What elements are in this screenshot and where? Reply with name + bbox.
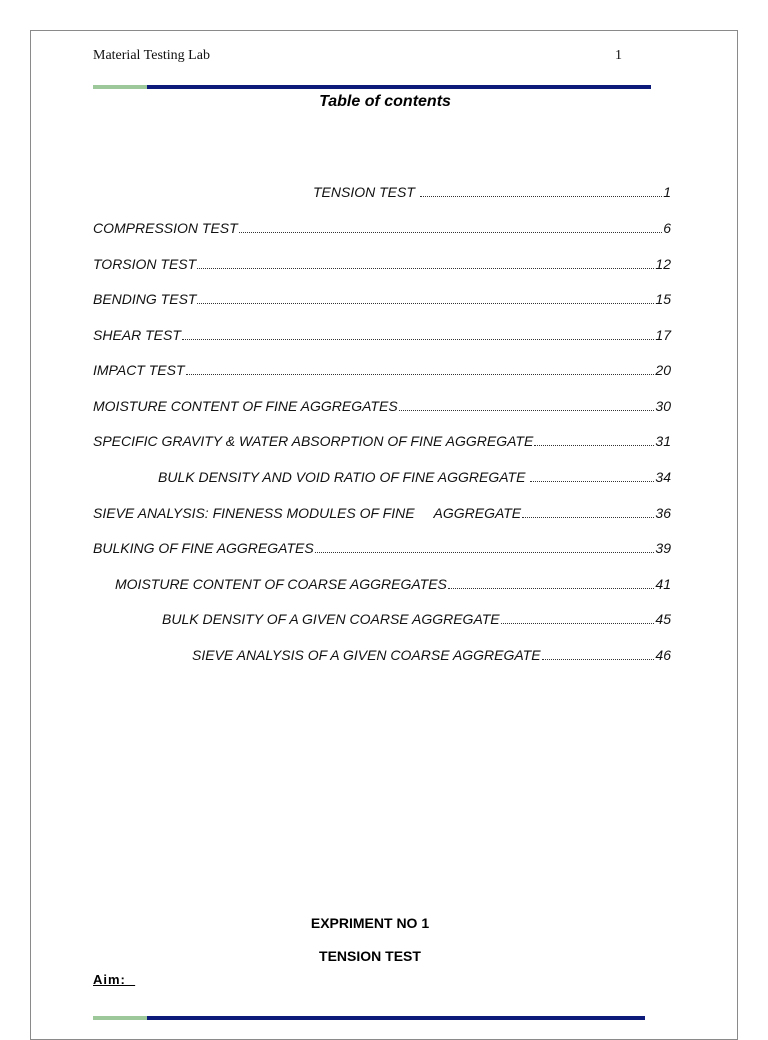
toc-entry-page: 6 [663,220,671,236]
footer-rule [93,1016,645,1020]
toc-leader-dots [186,374,655,375]
toc-entry-title: TORSION TEST [93,256,197,272]
toc-entry-page: 45 [655,611,671,627]
toc-entry-page: 41 [655,576,671,592]
experiment-title: TENSION TEST [319,948,421,964]
toc-entry-page: 12 [655,256,671,272]
toc-entry-compression-test[interactable] [93,220,671,240]
toc-leader-dots [530,481,654,482]
toc-leader-dots [399,410,655,411]
toc-leader-dots [534,445,654,446]
toc-leader-dots [197,268,654,269]
toc-entry-title: IMPACT TEST [93,362,185,378]
toc-entry-title: SIEVE ANALYSIS: FINENESS MODULES OF FINE AGGREGATE [93,505,522,521]
toc-entry-page: 30 [655,398,671,414]
toc-entry-title: COMPRESSION TEST [93,220,238,236]
toc-leader-dots [315,552,655,553]
toc-entry-title: SPECIFIC GRAVITY & WATER ABSORPTION OF FINE AGGREGATE [93,433,534,449]
toc-entry-page: 36 [655,505,671,521]
toc-entry-title: TENSION TEST [313,184,419,200]
toc-entry-specific-gravity-fine[interactable] [93,433,671,453]
toc-entry-page: 39 [655,540,671,556]
toc-entry-title: MOISTURE CONTENT OF COARSE AGGREGATES [115,576,447,592]
toc-entry-tension-test[interactable] [313,184,671,204]
toc-entry-page: 15 [655,291,671,307]
toc-entry-title: SIEVE ANALYSIS OF A GIVEN COARSE AGGREGATE [192,647,541,663]
toc-entry-bulk-density-void-ratio-fine[interactable] [158,469,671,489]
toc-entry-title: BULK DENSITY OF A GIVEN COARSE AGGREGATE [162,611,500,627]
toc-entry-title: SHEAR TEST [93,327,181,343]
toc-leader-dots [542,659,655,660]
toc-entry-title: BULKING OF FINE AGGREGATES [93,540,314,556]
document-page [30,30,738,1040]
toc-entry-page: 31 [655,433,671,449]
toc-entry-moisture-content-coarse[interactable] [115,576,671,596]
toc-entry-title: BULK DENSITY AND VOID RATIO OF FINE AGGREGATE [158,469,530,485]
running-header-title: Material Testing Lab [93,48,210,63]
toc-leader-dots [197,303,654,304]
footer-rule-green-segment [93,1016,147,1020]
toc-entry-page: 34 [655,469,671,485]
toc-entry-page: 1 [663,184,671,200]
page-number: 1 [615,48,622,63]
toc-entry-impact-test[interactable] [93,362,671,382]
aim-label: Aim: [93,972,136,987]
toc-leader-dots [522,517,654,518]
experiment-number-heading: EXPRIMENT NO 1 [310,915,430,931]
toc-entry-page: 46 [655,647,671,663]
toc-entry-bulking-fine[interactable] [93,540,671,560]
toc-entry-sieve-analysis-fine[interactable] [93,505,671,525]
toc-leader-dots [448,588,655,589]
footer-rule-blue-segment [147,1016,645,1020]
toc-leader-dots [182,339,655,340]
toc-entry-shear-test[interactable] [93,327,671,347]
toc-entry-torsion-test[interactable] [93,256,671,276]
toc-entry-page: 20 [655,362,671,378]
header-rule-blue-segment [147,85,651,89]
toc-entry-sieve-analysis-coarse[interactable] [192,647,671,667]
toc-leader-dots [239,232,663,233]
toc-entry-page: 17 [655,327,671,343]
toc-entry-moisture-content-fine[interactable] [93,398,671,418]
toc-leader-dots [420,196,662,197]
toc-entry-title: BENDING TEST [93,291,197,307]
toc-leader-dots [501,623,655,624]
header-rule [93,85,651,89]
toc-entry-bending-test[interactable] [93,291,671,311]
toc-entry-title: MOISTURE CONTENT OF FINE AGGREGATES [93,398,398,414]
toc-title: Table of contents [319,93,451,110]
header-rule-green-segment [93,85,147,89]
toc-entry-bulk-density-coarse[interactable] [162,611,671,631]
